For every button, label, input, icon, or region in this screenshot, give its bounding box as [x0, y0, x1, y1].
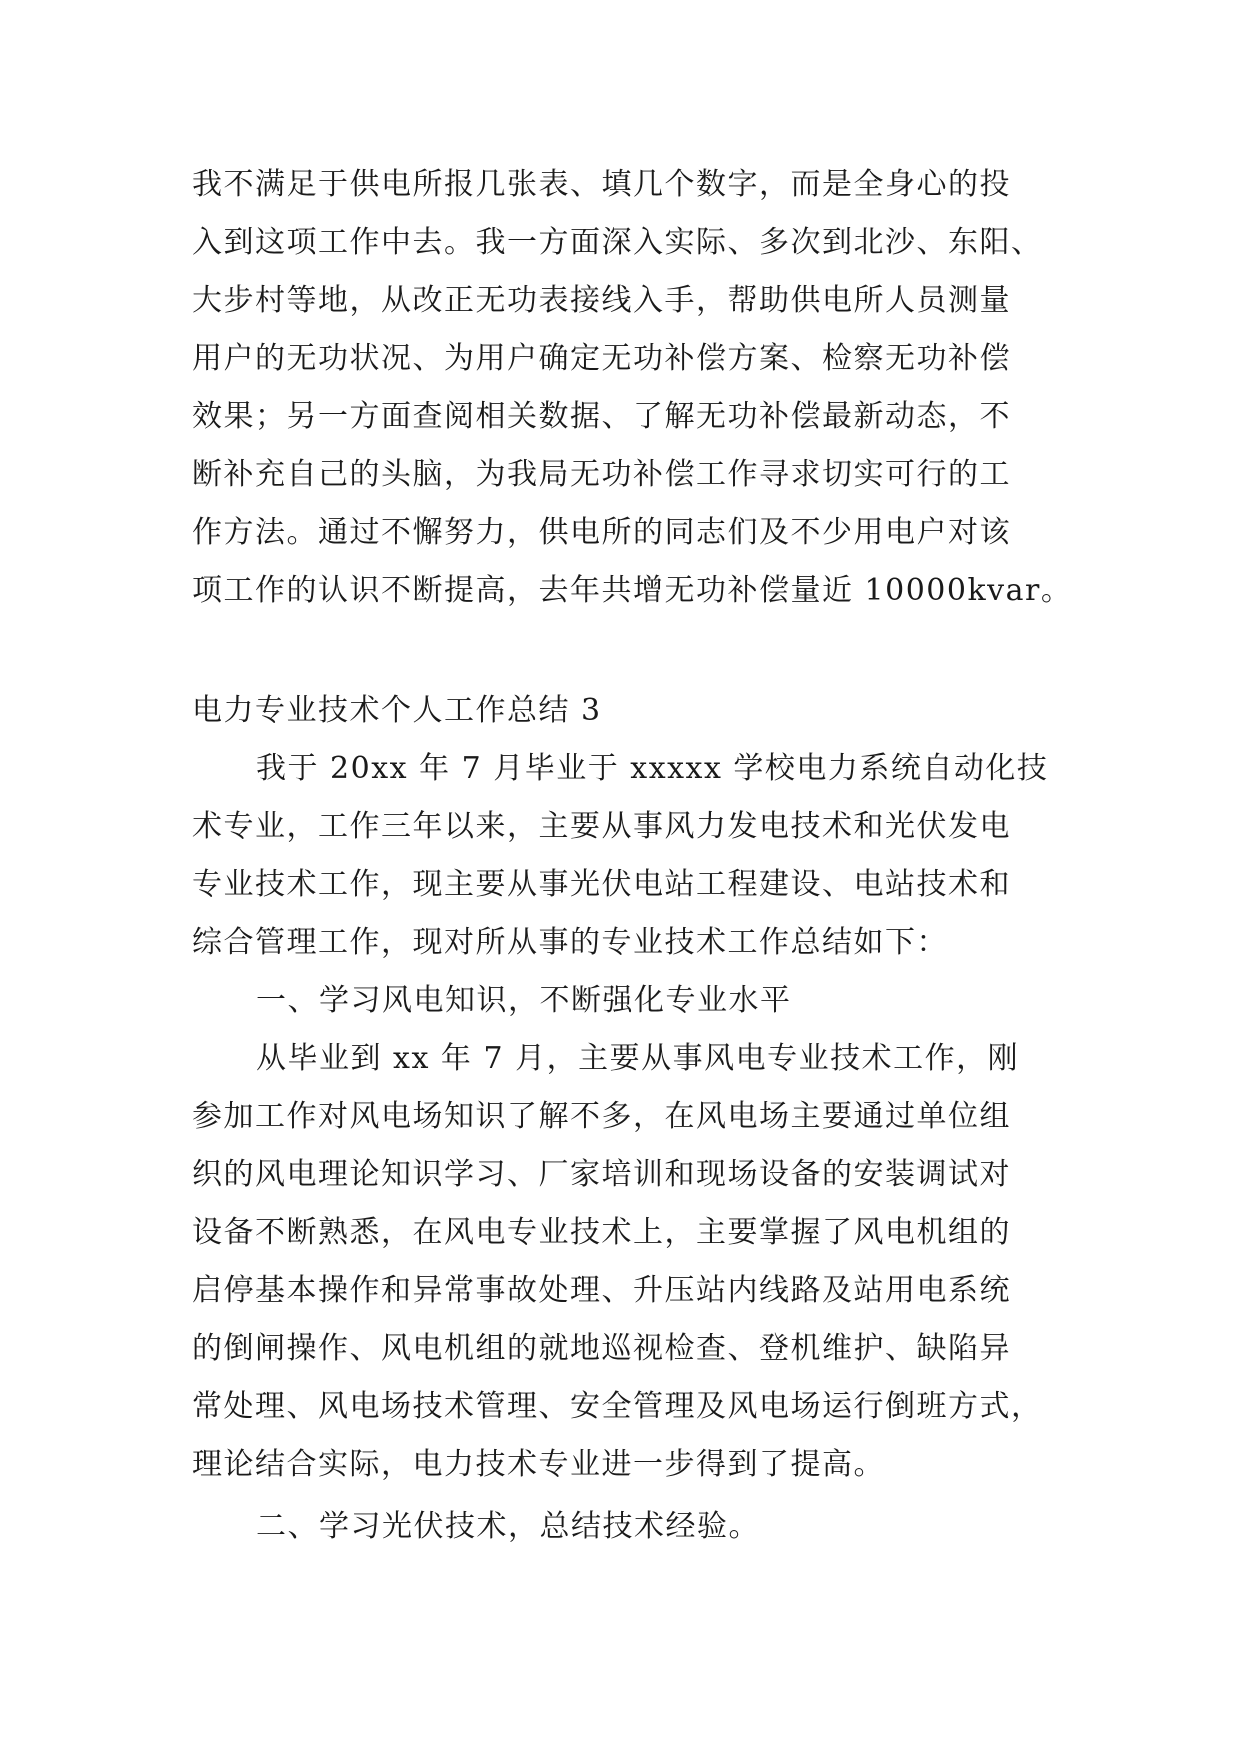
text-line: 我于 20xx 年 7 月毕业于 xxxxx 学校电力系统自动化技 — [256, 751, 1049, 786]
text-line: 断补充自己的头脑，为我局无功补偿工作寻求切实可行的工 — [192, 457, 1011, 492]
subheading-wind — [192, 972, 1052, 1030]
section-body — [192, 740, 1052, 1556]
subheading-text: 二、学习光伏技术，总结技术经验。 — [256, 1509, 760, 1544]
text-line: 用户的无功状况、为用户确定无功补偿方案、检察无功补偿 — [192, 341, 1011, 376]
text-line: 入到这项工作中去。我一方面深入实际、多次到北沙、东阳、 — [192, 225, 1043, 260]
text-line: 我不满足于供电所报几张表、填几个数字，而是全身心的投 — [192, 167, 1011, 202]
text-line: 织的风电理论知识学习、厂家培训和现场设备的安装调试对 — [192, 1157, 1011, 1192]
text-line: 大步村等地，从改正无功表接线入手，帮助供电所人员测量 — [192, 283, 1011, 318]
text-line: 常处理、风电场技术管理、安全管理及风电场运行倒班方式， — [192, 1389, 1043, 1424]
text-line: 作方法。通过不懈努力，供电所的同志们及不少用电户对该 — [192, 515, 1011, 550]
intro-paragraph — [192, 740, 1052, 972]
text-line: 理论结合实际，电力技术专业进一步得到了提高。 — [192, 1447, 885, 1482]
text-line: 效果；另一方面查阅相关数据、了解无功补偿最新动态，不 — [192, 399, 1011, 434]
text-line: 设备不断熟悉，在风电专业技术上，主要掌握了风电机组的 — [192, 1215, 1011, 1250]
section-title-text: 电力专业技术个人工作总结 3 — [192, 693, 602, 728]
wind-paragraph — [192, 1030, 1052, 1494]
continuation-paragraph — [192, 156, 1073, 620]
text-line: 综合管理工作，现对所从事的专业技术工作总结如下： — [192, 925, 948, 960]
text-line: 的倒闸操作、风电机组的就地巡视检查、登机维护、缺陷异 — [192, 1331, 1011, 1366]
text-line: 术专业，工作三年以来，主要从事风力发电技术和光伏发电 — [192, 809, 1011, 844]
text-line: 参加工作对风电场知识了解不多，在风电场主要通过单位组 — [192, 1099, 1011, 1134]
section-title — [192, 682, 1052, 740]
text-line: 从毕业到 xx 年 7 月，主要从事风电专业技术工作，刚 — [256, 1041, 1020, 1076]
text-line: 启停基本操作和异常事故处理、升压站内线路及站用电系统 — [192, 1273, 1011, 1308]
subheading-text: 一、学习风电知识，不断强化专业水平 — [256, 983, 792, 1018]
text-line: 项工作的认识不断提高，去年共增无功补偿量近 10000kvar。 — [192, 573, 1073, 608]
subheading-solar — [192, 1498, 1052, 1556]
text-line: 专业技术工作，现主要从事光伏电站工程建设、电站技术和 — [192, 867, 1011, 902]
